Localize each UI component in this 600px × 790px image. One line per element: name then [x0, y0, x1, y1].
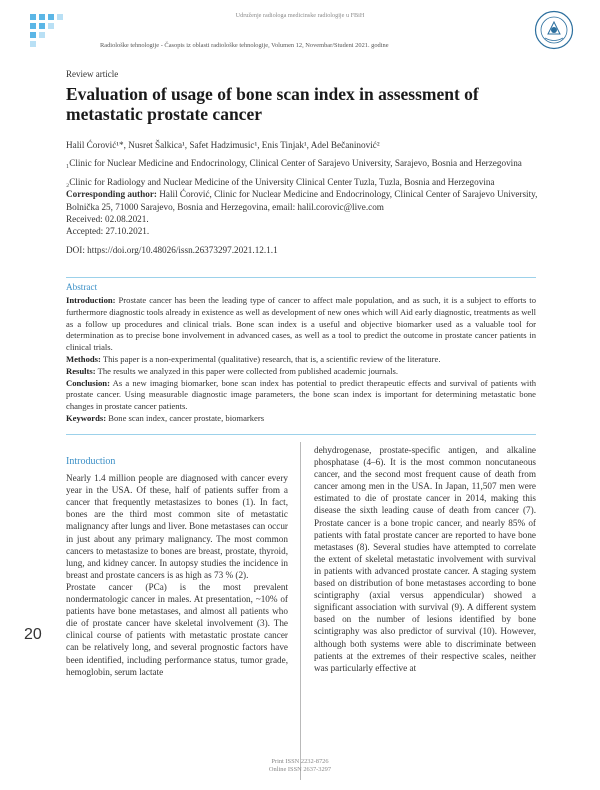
abstract-introduction	[66, 295, 536, 354]
abstract-conclusion-label: Conclusion:	[66, 377, 110, 388]
abstract-heading: Abstract	[66, 282, 98, 292]
received-date: Received: 02.08.2021.	[66, 214, 149, 225]
introduction-heading: Introduction	[66, 456, 116, 467]
introduction-paragraph-2: Prostate cancer (PCa) is the most prevalent nondermatologic cancer in males. At presentation, ~10% of patients have bone metastases, and almost all patients who die of prostate cancer have skeletal involvement (3). The clinical course of patients with metastatic prostate cancer can be relatively long, and several prognostic factors have been identified, including performance status, tumor grade, hemoglobin, serum lactate	[66, 581, 288, 677]
abstract-body	[66, 295, 536, 425]
abstract-introduction-label: Introduction:	[66, 295, 116, 305]
abstract-methods-text: This paper is a non-experimental (qualitative) research, that is, a scientific review of the literature.	[100, 353, 441, 364]
abstract-methods	[66, 354, 536, 366]
abstract-results	[66, 366, 536, 378]
affiliation-1: ₁Clinic for Nuclear Medicine and Endocrinology, Clinical Center of Sarajevo University, Sarajevo, Bosnia and Herzegovina	[66, 158, 522, 169]
abstract-bottom-divider	[66, 434, 536, 435]
article-title: Evaluation of usage of bone scan index in assessment of metastatic prostate cancer	[66, 84, 479, 124]
abstract-top-divider	[66, 277, 536, 278]
journal-name: Udruženje radiologa medicinske radiologije u FBiH	[235, 12, 365, 19]
affiliation-2: ₂Clinic for Radiology and Nuclear Medicine of the University Clinical Center Tuzla, Tuzla, Bosnia and Herzegovina	[66, 176, 495, 187]
introduction-paragraph-1: Nearly 1.4 million people are diagnosed with cancer every year in the USA. Of these, half of patients suffer from a cancer that frequently metastasizes to bones (1). In fact, bones are the third most common site of metastatic malignancy after lungs and liver. Bone metastases can occur in just about any primary malignancy. The most common cancers to metastasize to bones are breast, prostate, thyroid, lung, and kidney cancer. In autopsy studies the incidence in breast and prostate cancers is as high as 73 % (2).	[66, 473, 288, 580]
introduction-paragraph-3: dehydrogenase, prostate-specific antigen, and alkaline phosphatase (4–6). It is the most common noncutaneous cancer, and the second most frequent cause of death from cancer among men in the USA. In Japan, 11,507 men were estimated to die of prostate cancer in 2014, making this disease the sixth leading cause of death from cancer (7). Prostate cancer is a bone tropic cancer, and nearly 85% of patients with fatal prostate cancer are reported to have bone metastases (8). Several studies have attempted to correlate the extent of skeletal metastatic involvement with survival in patients with advanced prostate cancer. A staging system based on distribution of bone metastases according to bone scintigraphy (axial versus appendicular) showed a significant association with survival (9). A different system based on the number of lesions identified by bone scintigraphy was also predictor of survival (10). However, although both systems were able to discriminate between patients at the extremes of their respective scales, neither was particularly effective at	[314, 445, 536, 673]
issn-footer	[0, 758, 600, 774]
online-issn: Online ISSN 2637-3297	[268, 766, 332, 773]
corresponding-author-text: Halil Ćorović, Clinic for Nuclear Medicine and Endocrinology, Clinical Center of Sarajevo University, Bolnička 25, 71000 Sarajevo, Bosnia and Herzegovina, email: halil.corovic@live.com	[66, 189, 538, 212]
abstract-keywords-label: Keywords:	[66, 412, 107, 423]
doi-link[interactable]: DOI: https://doi.org/10.48026/issn.26373297.2021.12.1.1	[66, 244, 278, 255]
abstract-results-label: Results:	[66, 365, 96, 376]
body-column-left	[66, 456, 288, 678]
accepted-date: Accepted: 27.10.2021.	[66, 226, 150, 237]
corresponding-author	[66, 188, 546, 213]
abstract-introduction-text: Prostate cancer has been the leading type of cancer to affect male population, and as such, it is a subject to efforts to furthermore diagnostic tools already in existence as well as development of new ones which will Aid early diagnostic, treatments as well as a follow up procedures and clinical trials. Bone scan index is a useful and objective biomarker used as a valuable tool for determination as to precise bone involvement in advanced cases, as well as a tool to predict the outcome in prostate cancer patients in clinical trials.	[66, 295, 536, 353]
abstract-keywords-text: Bone scan index, cancer prostate, biomarkers	[106, 412, 265, 423]
association-seal-icon	[534, 10, 574, 50]
corresponding-author-label: Corresponding author:	[66, 189, 157, 200]
journal-volume-line: Radiološke tehnologije - Časopis iz oblasti radiološke tehnologije, Volumen 12, Novembar/Studeni 2021. godine	[100, 42, 389, 49]
page-number: 20	[24, 626, 42, 643]
abstract-methods-label: Methods:	[66, 353, 101, 364]
abstract-keywords	[66, 413, 536, 425]
print-issn: Print ISSN 2232-8726	[271, 758, 329, 765]
article-metadata	[66, 139, 546, 256]
abstract-conclusion	[66, 378, 536, 413]
abstract-conclusion-text: As a new imaging biomarker, bone scan index has potential to predict therapeutic effects and survival of patients with prostate cancer. Using measurable diagnostic image parameters, the bone scan index is important for determining metastatic bone changes in prostate cancer patients.	[66, 377, 536, 412]
body-column-right	[314, 444, 536, 674]
author-list: Halil Ćorović¹*, Nusret Šalkica¹, Safet Hadzimusic¹, Enis Tinjak¹, Adel Bečaninović²	[66, 140, 380, 150]
article-type: Review article	[66, 69, 119, 79]
abstract-results-text: The results we analyzed in this paper were collected from published academic journals.	[95, 365, 399, 376]
column-divider	[300, 442, 301, 780]
